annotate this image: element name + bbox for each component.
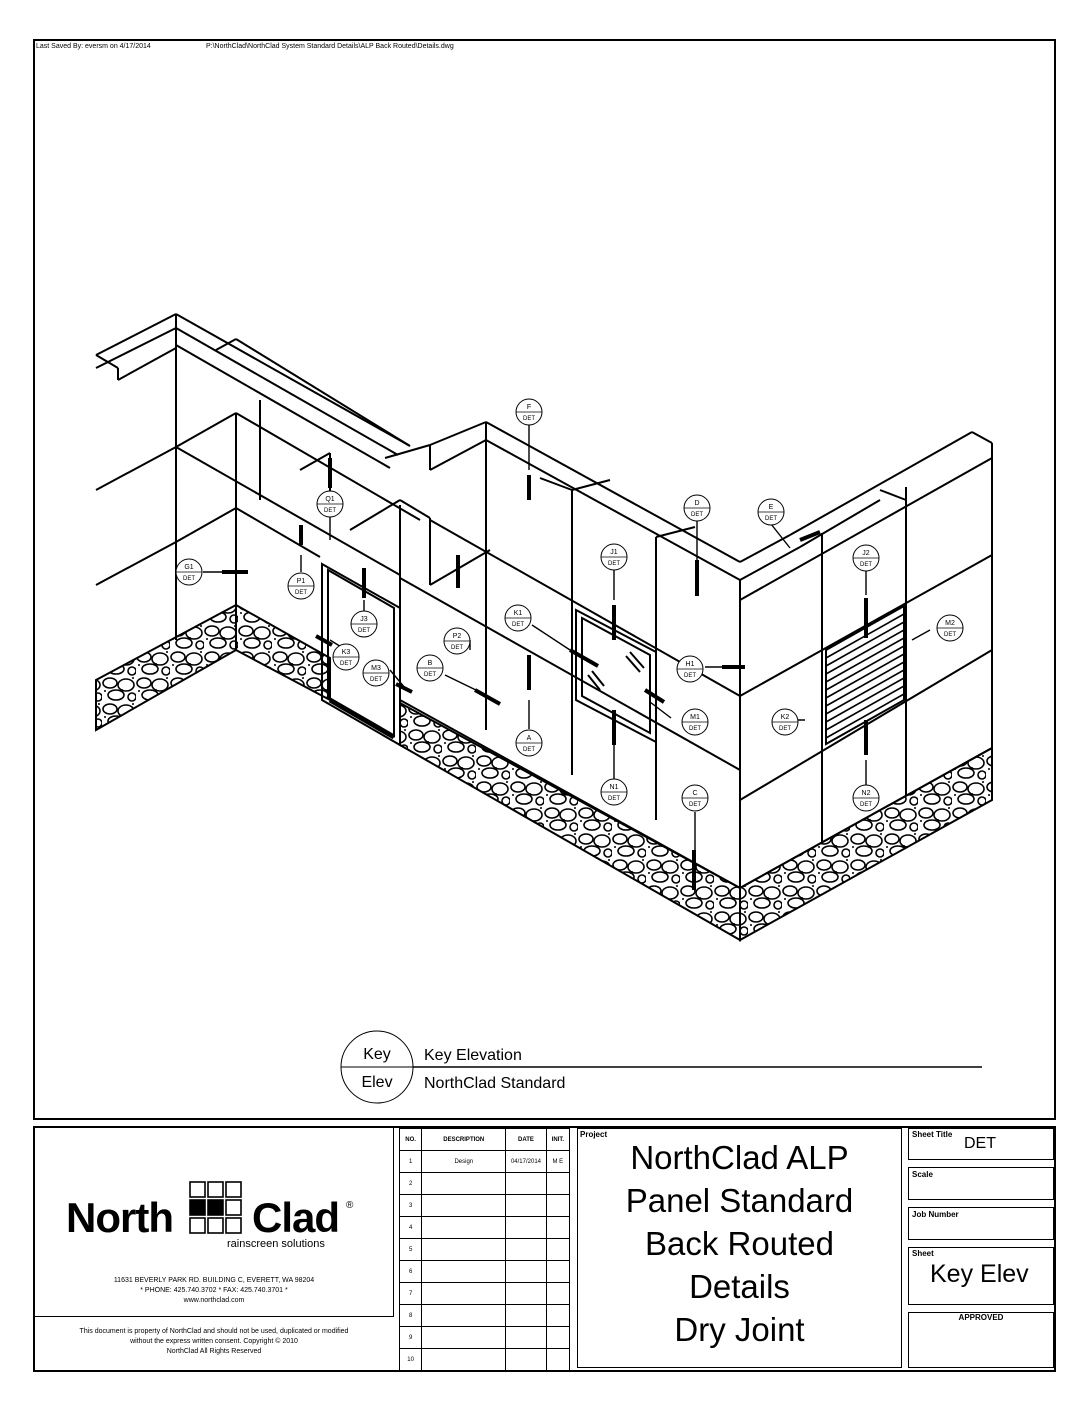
callout-sub: DET <box>324 508 336 514</box>
callout-j3 <box>351 611 377 637</box>
revision-cell <box>546 1173 569 1195</box>
callout-k3 <box>333 644 359 670</box>
callout-k2 <box>772 709 798 735</box>
revision-cell: 7 <box>400 1283 422 1305</box>
project-title <box>577 1136 902 1351</box>
callout-sub: DET <box>523 747 535 753</box>
callout-id: J1 <box>610 549 618 556</box>
revision-cell: 1 <box>400 1151 422 1173</box>
revision-cell: M E <box>546 1151 569 1173</box>
callout-sub: DET <box>779 726 791 732</box>
revision-cell: 4 <box>400 1217 422 1239</box>
saved-by-text: Last Saved By: eversm on 4/17/2014 <box>36 43 151 50</box>
callout-id: M3 <box>371 665 381 672</box>
revision-row <box>400 1283 570 1305</box>
revision-cell: 9 <box>400 1327 422 1349</box>
revision-row <box>400 1305 570 1327</box>
callout-id: J3 <box>360 616 368 623</box>
callout-sub: DET <box>295 590 307 596</box>
callout-p1 <box>288 573 314 599</box>
revision-cell <box>546 1239 569 1261</box>
revision-cell <box>506 1239 546 1261</box>
callout-h1 <box>677 656 703 682</box>
callout-m2 <box>937 615 963 641</box>
logo-grid-icon <box>186 1180 250 1236</box>
logo-text-clad: Clad <box>252 1194 340 1241</box>
key-elevation-title <box>340 1030 1000 1110</box>
detail-callouts <box>176 399 963 811</box>
revision-row <box>400 1349 570 1371</box>
logo-registered: ® <box>346 1200 354 1211</box>
callout-id: K2 <box>780 714 790 721</box>
project-line-2: Panel Standard <box>625 1182 854 1219</box>
callout-g1 <box>176 559 202 585</box>
callout-n1 <box>601 779 627 805</box>
revision-row <box>400 1217 570 1239</box>
callout-id: G1 <box>184 564 194 571</box>
callout-sub: DET <box>765 516 777 522</box>
copyright-notice-3: NorthClad All Rights Reserved <box>166 1348 262 1355</box>
revision-row <box>400 1327 570 1349</box>
callout-id: H1 <box>685 661 695 668</box>
callout-sub: DET <box>340 661 352 667</box>
revision-row <box>400 1239 570 1261</box>
logo-text-north: North <box>66 1194 173 1241</box>
stone-base-left <box>96 605 330 730</box>
callout-sub: DET <box>608 561 620 567</box>
callout-sub: DET <box>523 416 535 422</box>
callout-p2 <box>444 628 470 654</box>
callout-sub: DET <box>358 628 370 634</box>
rev-header-description: DESCRIPTION <box>422 1129 506 1151</box>
revision-cell: 04/17/2014 <box>506 1151 546 1173</box>
revision-row <box>400 1195 570 1217</box>
revision-cell <box>422 1195 506 1217</box>
copyright-notice-1: This document is property of NorthClad and should not be used, duplicated or modified <box>79 1328 349 1335</box>
callout-id: J2 <box>862 550 870 557</box>
revision-cell <box>506 1327 546 1349</box>
revision-cell <box>546 1327 569 1349</box>
revision-cell <box>546 1283 569 1305</box>
drawing-subtitle: NorthClad Standard <box>424 1075 566 1092</box>
sheet-label: Sheet <box>912 1249 934 1258</box>
job-number-label: Job Number <box>912 1210 959 1219</box>
callout-id: K3 <box>341 649 351 656</box>
callout-id: P2 <box>452 633 462 640</box>
revision-cell: 2 <box>400 1173 422 1195</box>
sheet-title-label: Sheet Title <box>912 1130 953 1139</box>
revision-cell <box>546 1217 569 1239</box>
revision-cell <box>546 1305 569 1327</box>
revision-table <box>399 1128 570 1371</box>
revision-cell: 8 <box>400 1305 422 1327</box>
northclad-logo <box>62 1180 362 1250</box>
revision-cell <box>506 1217 546 1239</box>
callout-n2 <box>853 785 879 811</box>
revision-cell <box>546 1349 569 1371</box>
revision-cell <box>422 1283 506 1305</box>
company-web: www.northclad.com <box>183 1297 245 1304</box>
revision-cell <box>506 1173 546 1195</box>
callout-sub: DET <box>512 622 524 628</box>
revision-row <box>400 1151 570 1173</box>
callout-sub: DET <box>689 726 701 732</box>
callout-id: P1 <box>296 578 306 585</box>
callout-id: Q1 <box>325 496 335 503</box>
revision-cell <box>546 1261 569 1283</box>
revision-cell <box>506 1305 546 1327</box>
callout-b <box>417 655 443 681</box>
project-line-3: Back Routed <box>645 1225 834 1262</box>
revision-cell: 5 <box>400 1239 422 1261</box>
callout-sub: DET <box>608 796 620 802</box>
callout-sub: DET <box>860 562 872 568</box>
revision-cell <box>422 1173 506 1195</box>
revision-cell <box>422 1261 506 1283</box>
title-bubble-top: Key <box>363 1046 391 1063</box>
callout-id: E <box>768 504 774 511</box>
callout-id: F <box>526 404 532 411</box>
revision-cell <box>422 1349 506 1371</box>
callout-m3 <box>363 660 389 686</box>
sheet-title-value: DET <box>964 1135 996 1152</box>
project-line-4: Details <box>689 1268 790 1305</box>
callout-sub: DET <box>691 512 703 518</box>
callout-f <box>516 399 542 425</box>
revision-cell <box>546 1195 569 1217</box>
revision-cell <box>422 1217 506 1239</box>
callout-sub: DET <box>944 632 956 638</box>
rev-header-init: INIT. <box>546 1129 569 1151</box>
rev-header-date: DATE <box>506 1129 546 1151</box>
revision-cell <box>506 1283 546 1305</box>
revision-cell <box>506 1195 546 1217</box>
revision-cell: 10 <box>400 1349 422 1371</box>
sheet-value: Key Elev <box>930 1260 1029 1288</box>
drawing-title: Key Elevation <box>424 1047 522 1064</box>
callout-sub: DET <box>370 677 382 683</box>
callout-sub: DET <box>424 672 436 678</box>
callout-j1 <box>601 544 627 570</box>
callout-d <box>684 495 710 521</box>
revision-cell <box>422 1305 506 1327</box>
callout-k1 <box>505 605 531 631</box>
copyright-notice-2: without the express written consent. Copyright © 2010 <box>130 1338 298 1345</box>
revision-cell: Design <box>422 1151 506 1173</box>
revision-cell: 3 <box>400 1195 422 1217</box>
project-line-5: Dry Joint <box>674 1311 805 1348</box>
revision-cell: 6 <box>400 1261 422 1283</box>
callout-id: N1 <box>609 784 619 791</box>
title-bubble-bottom: Elev <box>361 1074 393 1091</box>
project-line-1: NorthClad ALP <box>630 1139 849 1176</box>
callout-sub: DET <box>183 576 195 582</box>
callout-id: C <box>692 790 698 797</box>
approved-label: APPROVED <box>958 1313 1004 1322</box>
revision-cell <box>422 1327 506 1349</box>
logo-tagline: rainscreen solutions <box>227 1238 325 1250</box>
callout-sub: DET <box>451 645 463 651</box>
revision-row <box>400 1173 570 1195</box>
file-path-text: P:\NorthClad\NorthClad System Standard Details\ALP Back Routed\Details.dwg <box>206 43 454 50</box>
revision-cell <box>422 1239 506 1261</box>
callout-id: D <box>694 500 700 507</box>
callout-j2 <box>853 545 879 571</box>
callout-a <box>516 730 542 756</box>
callout-id: A <box>526 735 532 742</box>
stone-base-middle <box>400 703 740 940</box>
callout-e <box>758 499 784 525</box>
rev-header-no: NO. <box>400 1129 422 1151</box>
callout-m1 <box>682 709 708 735</box>
company-address: 11631 BEVERLY PARK RD. BUILDING C, EVERETT, WA 98204 <box>113 1277 315 1284</box>
callout-q1 <box>317 491 343 517</box>
scale-label: Scale <box>912 1170 933 1179</box>
callout-id: N2 <box>861 790 871 797</box>
callout-id: K1 <box>513 610 523 617</box>
revision-cell <box>506 1261 546 1283</box>
callout-id: M1 <box>690 714 700 721</box>
revision-row <box>400 1261 570 1283</box>
callout-id: B <box>427 660 433 667</box>
callout-c <box>682 785 708 811</box>
callout-sub: DET <box>689 802 701 808</box>
callout-sub: DET <box>684 673 696 679</box>
company-phone: * PHONE: 425.740.3702 * FAX: 425.740.3701 * <box>140 1287 288 1294</box>
project-label: Project <box>580 1130 608 1139</box>
callout-id: M2 <box>945 620 955 627</box>
revision-cell <box>506 1349 546 1371</box>
callout-sub: DET <box>860 802 872 808</box>
